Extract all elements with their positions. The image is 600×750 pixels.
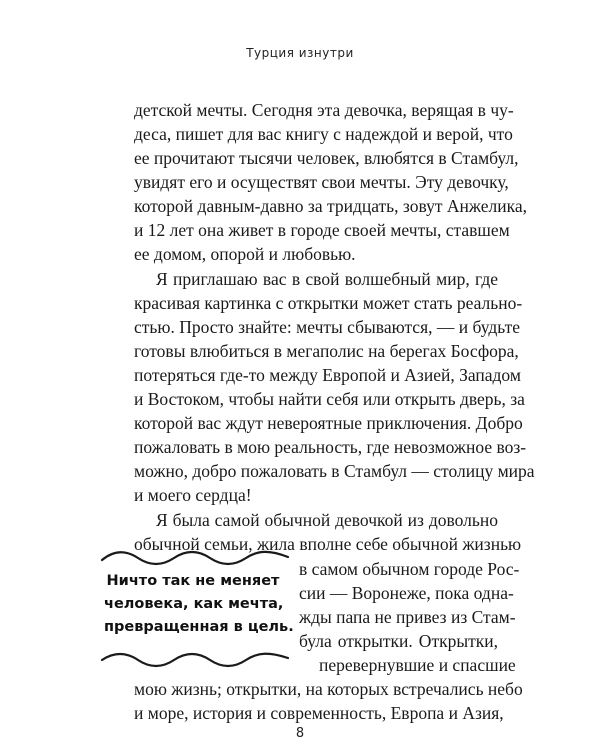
body-line: жды папа не привез из Стам-: [299, 607, 516, 627]
body-line: потеряться где-то между Европой и Азией, Западом: [134, 365, 521, 385]
body-line: Я была самой обычной девочкой из довольно: [156, 510, 498, 530]
running-header: Турция изнутри: [246, 46, 354, 60]
body-line: деса, пишет для вас книгу с надеждой и верой, что: [134, 124, 513, 144]
body-line: увидят его и осуществят свои мечты. Эту девочку,: [134, 172, 509, 192]
body-line: мою жизнь; открытки, на которых встречались небо: [134, 679, 523, 699]
body-line: обычной семьи, жила вполне себе обычной жизнью: [134, 534, 522, 554]
body-line: в самом обычном городе Рос-: [299, 559, 520, 579]
pull-quote-line: Ничто так не меняет: [106, 573, 280, 589]
body-line: сии — Воронеже, пока однa-: [299, 583, 514, 603]
body-line: детской мечты. Сегодня эта девочка, верящая в чу-: [134, 100, 514, 120]
body-line: ее прочитают тысячи человек, влюбятся в Стамбул,: [134, 148, 519, 168]
wave-divider-bottom: [100, 650, 290, 670]
body-line: и Востоком, чтобы найти себя или открыть дверь, за: [134, 389, 525, 409]
pull-quote-line: превращенная в цель.: [104, 619, 294, 635]
body-line: красивая картинка с открытки может стать реально-: [134, 293, 523, 313]
wave-divider-top: [100, 548, 290, 568]
pull-quote: [104, 570, 294, 639]
body-line: стью. Просто знайте: мечты сбываются, — и будьте: [134, 317, 520, 337]
body-line: и море, история и современность, Европа и Азия,: [134, 703, 504, 723]
body-line: можно, добро пожаловать в Стамбул — столицу мира: [134, 461, 535, 481]
body-line: ее домом, опорой и любовью.: [134, 244, 356, 264]
body-line: готовы влюбиться в мегаполис на берегах Босфора,: [134, 341, 519, 361]
body-line: пожаловать в мою реальность, где невозможное воз-: [134, 437, 527, 457]
pull-quote-line: человека, как мечта,: [104, 596, 284, 612]
body-line: и моего сердца!: [134, 485, 252, 505]
body-line: була открытки. Открытки,: [299, 631, 498, 651]
body-line: которой вас ждут невероятные приключения. Добро: [134, 413, 523, 433]
body-line: перевернувшие и спасшие: [319, 655, 516, 675]
body-line: Я приглашаю вас в свой волшебный мир, где: [156, 269, 498, 289]
body-line: которой давным-давно за тридцать, зовут Анжелика,: [134, 196, 528, 216]
page-number: 8: [295, 726, 305, 741]
body-line: и 12 лет она живет в городе своей мечты, ставшем: [134, 220, 510, 240]
